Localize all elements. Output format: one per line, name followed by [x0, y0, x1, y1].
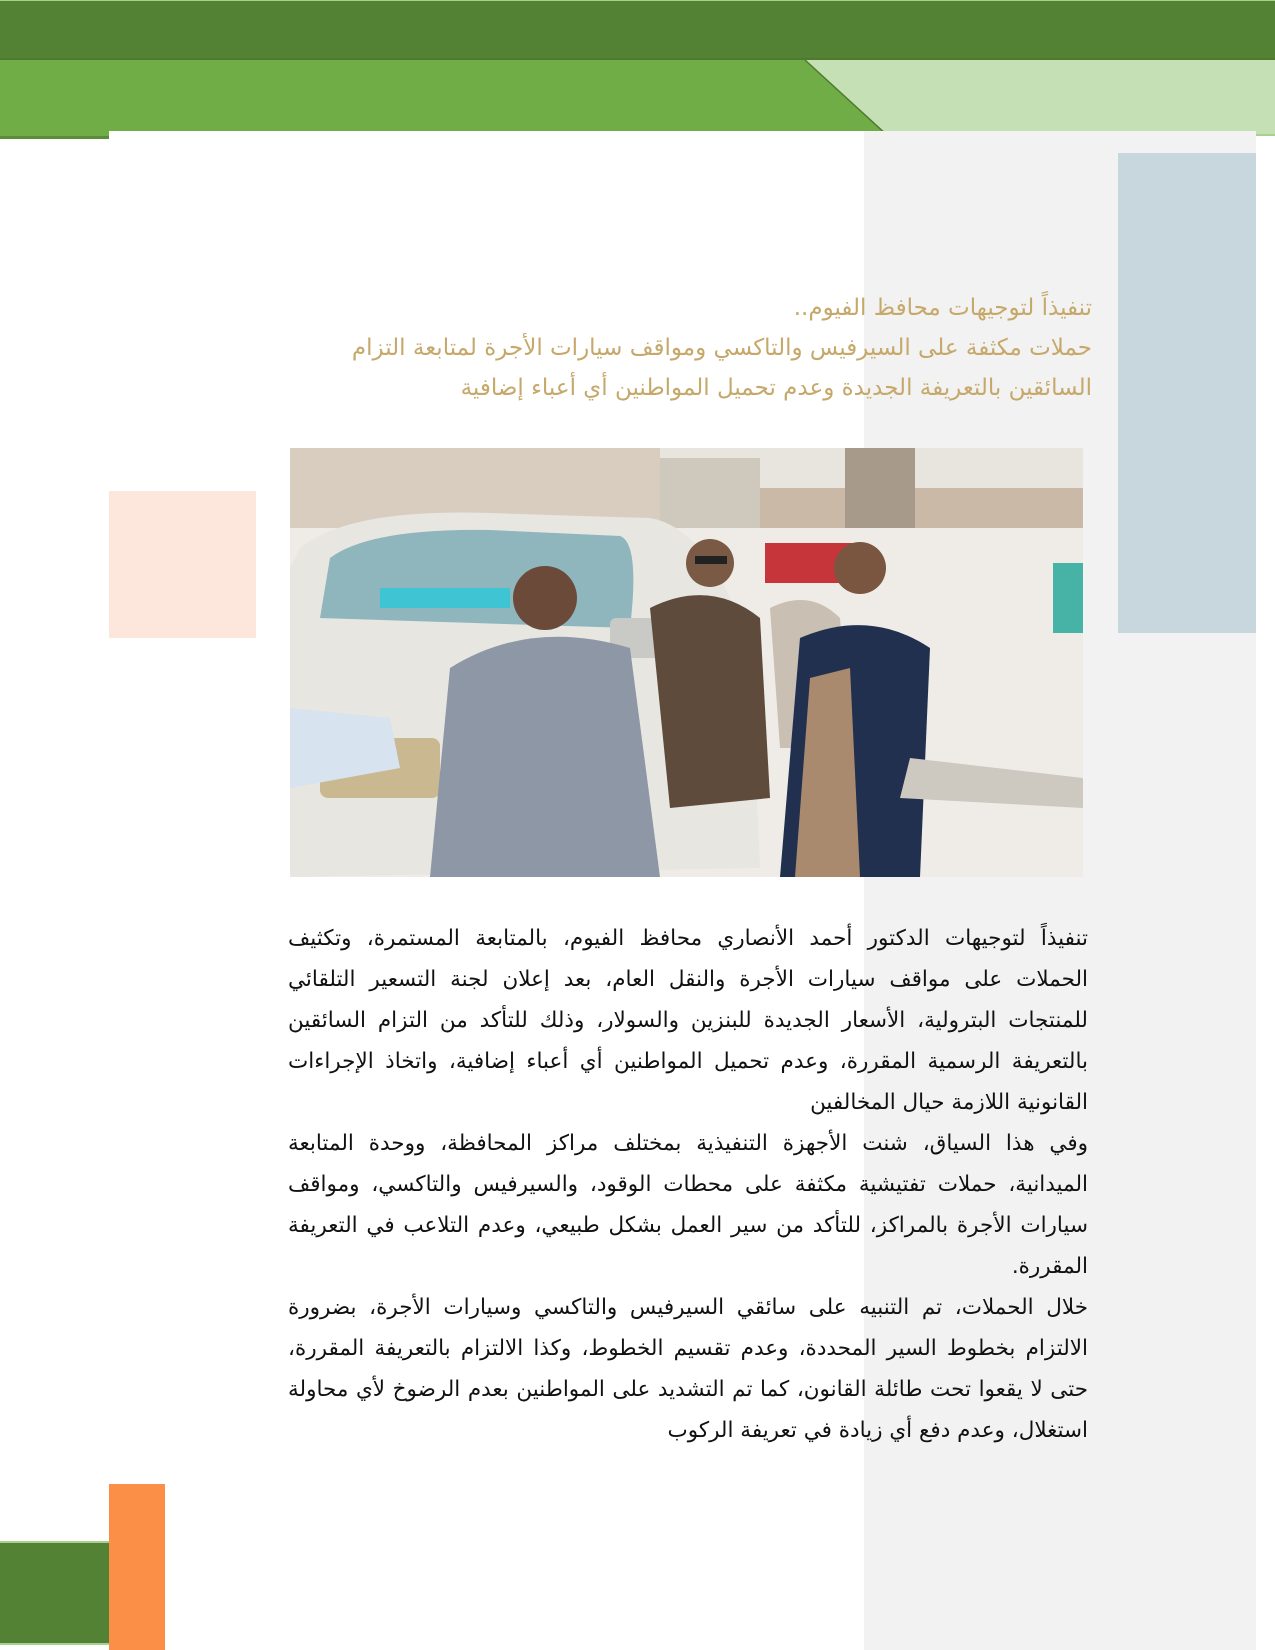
- body-paragraph: خلال الحملات، تم التنبيه على سائقي السيرفيس والتاكسي وسيارات الأجرة، بضرورة الالتزام بخطوط السير المحددة، وعدم تقسيم الخطوط، وكذا الالتزام بالتعريفة المقررة، حتى لا يقعوا تحت طائلة القانون، كما تم التشديد على المواطنين بعدم الرضوخ لأي محاولة استغلال، وعدم دفع أي زيادة في تعريفة الركوب: [288, 1295, 1088, 1443]
- article-title: [280, 288, 1092, 408]
- body-paragraph: وفي هذا السياق، شنت الأجهزة التنفيذية بمختلف مراكز المحافظة، ووحدة المتابعة الميدانية، حملات تفتيشية مكثفة على محطات الوقود، والسيرفيس والتاكسي، ومواقف سيارات الأجرة بالمراكز، للتأكد من سير العمل بشكل طبيعي، وعدم التلاعب في التعريفة المقررة.: [288, 1131, 1088, 1279]
- title-line: تنفيذاً لتوجيهات محافظ الفيوم..: [793, 295, 1092, 321]
- header-green-bands: [0, 58, 1275, 140]
- header-divider: [0, 58, 1275, 60]
- header-bottom-edge: [0, 136, 109, 139]
- man-gray-head: [513, 566, 577, 630]
- green-accent-block: [0, 1541, 109, 1645]
- photo-scene: [290, 448, 1083, 877]
- man-navy-head: [834, 542, 886, 594]
- windshield-cover: [380, 588, 510, 608]
- man-brown-jacket: [650, 595, 770, 808]
- title-line: حملات مكثفة على السيرفيس والتاكسي ومواقف سيارات الأجرة لمتابعة التزام: [351, 335, 1092, 361]
- article-photo: [290, 448, 1083, 877]
- sunglasses: [695, 556, 727, 564]
- man-gray-jacket: [430, 637, 660, 877]
- orange-accent-block: [109, 1484, 165, 1650]
- peach-accent-square: [109, 491, 256, 638]
- building-mid: [660, 458, 760, 528]
- blue-accent-panel: [1118, 153, 1256, 633]
- header-mid-green-shape: [0, 60, 888, 136]
- van-windshield: [320, 530, 633, 628]
- header-dark-band: [0, 0, 1275, 60]
- body-paragraph: تنفيذاً لتوجيهات الدكتور أحمد الأنصاري محافظ الفيوم، بالمتابعة المستمرة، وتكثيف الحملات على مواقف سيارات الأجرة والنقل العام، بعد إعلان لجنة التسعير التلقائي للمنتجات البترولية، الأسعار الجديدة للبنزين والسولار، وذلك للتأكد من التزام السائقين بالتعريفة الرسمية المقررة، وعدم تحميل المواطنين أي أعباء إضافية، واتخاذ الإجراءات القانونية اللازمة حيال المخالفين: [288, 926, 1088, 1115]
- title-line: السائقين بالتعريفة الجديدة وعدم تحميل المواطنين أي أعباء إضافية: [460, 375, 1092, 401]
- teal-vehicle: [1053, 563, 1083, 633]
- article-body: [288, 918, 1088, 1451]
